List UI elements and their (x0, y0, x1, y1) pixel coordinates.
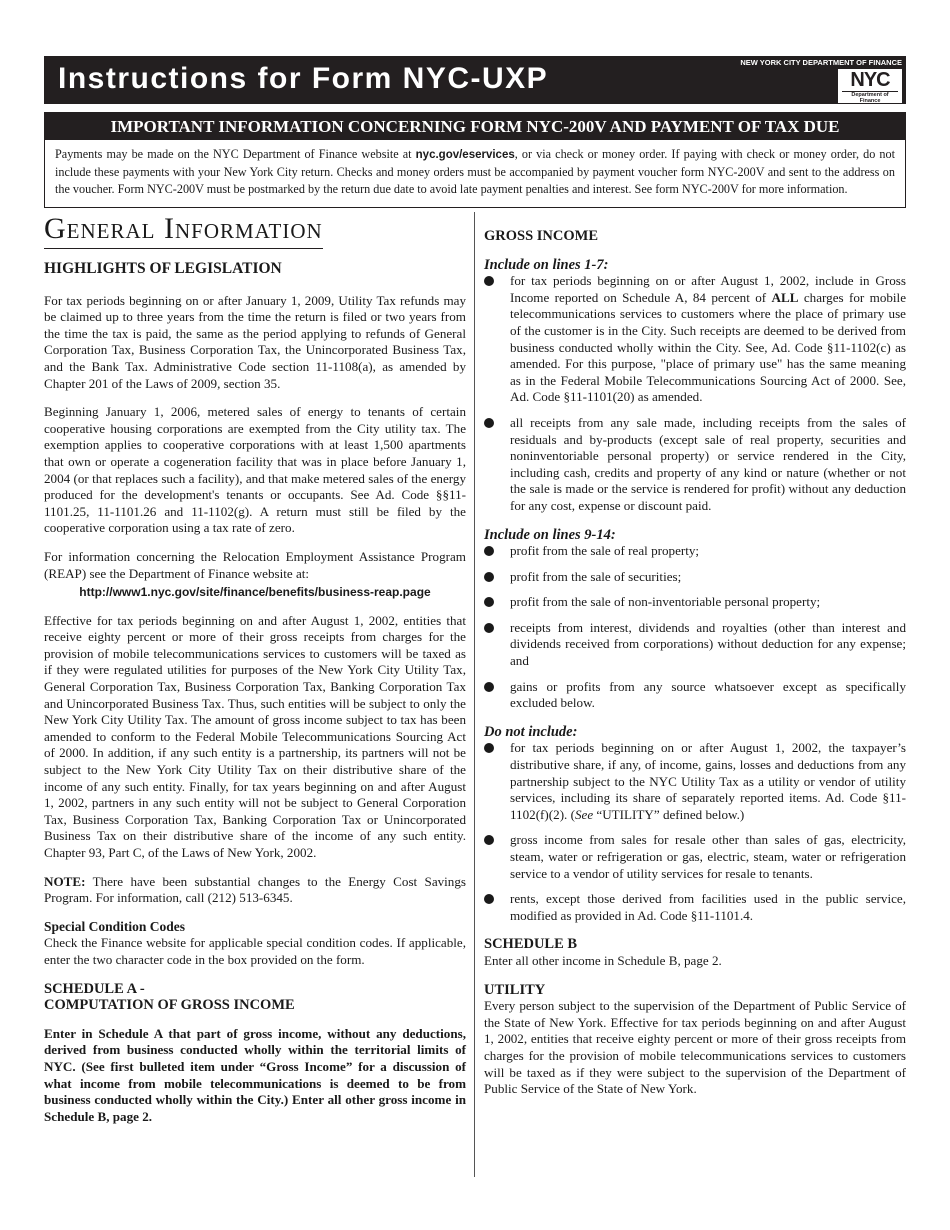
paragraph-reap: For information concerning the Relocation Employment Assistance Program (REAP) see the Department of Finance website at: (44, 548, 466, 581)
schedule-b-heading: SCHEDULE B (484, 936, 578, 953)
reap-url[interactable]: http://www1.nyc.gov/site/finance/benefits/business-reap.page (79, 585, 431, 600)
page-title: Instructions for Form NYC-UXP (58, 62, 549, 95)
notice-body (45, 140, 905, 198)
page-header (44, 56, 906, 104)
item-emphasis: ALL (771, 289, 799, 305)
list-item (484, 832, 906, 882)
list-item (484, 273, 906, 406)
lines-9-14-heading: Include on lines 9-14: (484, 526, 616, 543)
list-item (484, 543, 906, 560)
item-text: receipts from interest, dividends and royalties (other than interest and dividends received from corporations) without deduction for any expense; and (510, 619, 906, 669)
schedule-a-heading-2: COMPUTATION OF GROSS INCOME (44, 997, 295, 1014)
bullet-icon (484, 894, 494, 904)
lines-1-7-heading: Include on lines 1-7: (484, 256, 609, 273)
bullet-icon (484, 835, 494, 845)
eservices-link[interactable]: nyc.gov/eservices (415, 149, 515, 161)
item-text: for tax periods beginning on or after August 1, 2002, the taxpayer’s distributive share, if any, of income, gains, losses and deductions from any partnership subject to the NYC Utility Tax as a utility or vendor of utility services, including its share of separately reported items. Ad. Code §11-1102(f)(2). ( (510, 740, 906, 822)
special-codes-text: Check the Finance website for applicable special condition codes. If applicable, enter the two character code in the box provided on the form. (44, 935, 466, 967)
item-text: “UTILITY” defined below.) (593, 806, 745, 822)
item-text: charges for mobile telecommunications services to customers where the place of primary use of the customer is in the City. Such receipts are deemed to be derived from business conducted wholly within the City. See, Ad. Code §11-1102(c) as amended. For this purpose, "place of primary use" has the same meaning as in the Federal Mobile Telecommunications Sourcing Act of 2000. See, Ad. Code §11-1101(20) as amended. (510, 289, 907, 405)
column-divider (474, 212, 475, 1177)
item-text: all receipts from any sale made, including receipts from the sales of residuals and by-products (except sale of real property, securities and noninventoriable personal property) or service rendered in the City, including cash, credits and property of any kind or nature (whether or not the sale is made or the service is rendered for profit) without any deduction for any cost, expense or discount paid. (510, 414, 906, 513)
list-item (484, 891, 906, 924)
utility-text: Every person subject to the supervision of the Department of Public Service of the State of New York. Effective for tax periods beginning on and after August 1, 2002, entities that receive eighty percent or more of their gross receipts from charges for the provision of mobile telecommunications services to customers will be taxed as if they were subject to the supervision of the Department of Public Service of the State of New York. (484, 998, 906, 1097)
do-not-include-heading: Do not include: (484, 723, 578, 740)
note-text: There have been substantial changes to the Energy Cost Savings Program. For information, call (212) 513-6345. (44, 873, 466, 906)
note-paragraph (44, 874, 466, 907)
item-text: rents, except those derived from facilities used in the public service, modified as provided in Ad. Code §11-1101.4. (510, 891, 906, 923)
lines-9-14-list (484, 543, 906, 712)
highlights-heading: HIGHLIGHTS OF LEGISLATION (44, 260, 282, 277)
nyc-logo (838, 69, 902, 103)
bullet-icon (484, 623, 494, 633)
left-column (44, 212, 466, 1137)
bullet-icon (484, 597, 494, 607)
notice-heading: IMPORTANT INFORMATION CONCERNING FORM NYC-200V AND PAYMENT OF TAX DUE (45, 113, 905, 140)
list-item (484, 569, 906, 586)
logo-text: NYC (850, 69, 890, 91)
item-text: gross income from sales for resale other than sales of gas, electricity, steam, water or refrigeration or gas, electric, steam, water or refrigeration service to a vendor of utility services for resale to tenants. (510, 832, 906, 881)
utility-heading: UTILITY (484, 981, 546, 998)
bullet-icon (484, 276, 494, 286)
schedule-b-text: Enter all other income in Schedule B, page 2. (484, 952, 722, 968)
item-text: gains or profits from any source whatsoever except as specifically excluded below. (510, 678, 906, 711)
item-text: profit from the sale of securities; (510, 568, 682, 584)
note-label: NOTE: (44, 873, 86, 889)
paragraph-mobile-telecom: Effective for tax periods beginning on and after August 1, 2002, entities that receive eighty percent or more of their gross receipts from charges for the provision of mobile telecommunications services to customers will be taxed as if they were regulated utilities for purposes of the New York City Utility Tax, General Corporation Tax, Business Corporation Tax, Banking Corporation Tax and Unincorporated Business Tax. Thus, such entities will be subject to only the New York City Utility Tax. The amount of gross income subject to tax has been amended to conform to the Federal Mobile Telecommunications Sourcing Act of 2000. In addition, if any such entity is a partnership, its partners will not be subject to the New York City Utility Tax on their distributive share of the income of any such entity. Finally, for tax years beginning on and after August 1, 2002, partners in any such entity will not be subject to General Corporation Tax, Business Corporation Tax, Banking Corporation Tax or Unincorporated Business Tax on their distributive share of the income of any such entity. Chapter 93, Part C, of the Laws of New York, 2002. (44, 612, 466, 860)
schedule-a-heading-1: SCHEDULE A - (44, 980, 145, 997)
bullet-icon (484, 572, 494, 582)
item-text: for tax periods beginning on or after August 1, 2002, include in Gross Income reported on Schedule A, 84 percent of (510, 273, 906, 305)
list-item (484, 679, 906, 712)
list-item (484, 740, 906, 823)
do-not-include-list (484, 740, 906, 924)
bullet-icon (484, 418, 494, 428)
notice-text-before: Payments may be made on the NYC Department of Finance website at (55, 147, 416, 161)
item-text: profit from the sale of real property; (510, 543, 700, 559)
bullet-icon (484, 682, 494, 692)
bullet-icon (484, 546, 494, 556)
list-item (484, 620, 906, 670)
schedule-a-text: Enter in Schedule A that part of gross income, without any deductions, derived from business conducted wholly within the territorial limits of NYC. (See first bulleted item under “Gross Income” for a discussion of what income from mobile telecommunications is deemed to be from business conducted wholly within the City.) Enter all other gross income in Schedule B, page 2. (44, 1025, 466, 1124)
section-title: General Information (44, 212, 323, 249)
list-item (484, 594, 906, 611)
list-item (484, 415, 906, 515)
department-name: NEW YORK CITY DEPARTMENT OF FINANCE (740, 58, 902, 67)
paragraph-refunds: For tax periods beginning on or after January 1, 2009, Utility Tax refunds may be claimed up to three years from the time the return is filed or two years from the time the tax is paid, the same as the period applying to refunds of General Corporation Tax, Business Corporation Tax, the Unincorporated Business Tax, and the Bank Tax. Administrative Code section 11-1108(a), as amended by Chapter 201 of the Laws of 2009, section 35. (44, 292, 466, 391)
item-text: profit from the sale of non-inventoriable personal property; (510, 594, 821, 610)
gross-income-heading: GROSS INCOME (484, 228, 599, 244)
payment-notice-box (44, 112, 906, 208)
right-column (484, 228, 906, 1110)
special-codes-heading: Special Condition Codes (44, 918, 186, 934)
item-italic: See (574, 806, 594, 822)
paragraph-cooperative: Beginning January 1, 2006, metered sales of energy to tenants of certain cooperative housing corporations are exempted from the City utility tax. The exemption applies to cooperative corporations with at least 1,500 apartments that own or operate a cogeneration facility that was in place before January 1, 2004 (or that replaces such a facility), and that make metered sales of the energy produced for the development's tenants or occupants. See Ad. Code §§11-1101.25, 11-1101.26 and 11-1102(g). A return must still be filed by the cooperative corporation using a tax rate of zero. (44, 404, 466, 536)
notice-text-after: , or via check or money order. If paying with check or money order, do not include these payments with your New York City return. Checks and money orders must be accompanied by payment voucher form NYC-200V and sent to the address on the voucher. Form NYC-200V must be postmarked by the return due date to avoid late payment penalties and interest. See form NYC-200V for more information. (55, 147, 895, 196)
lines-1-7-list (484, 273, 906, 514)
logo-subtext: Department of Finance (842, 91, 898, 104)
bullet-icon (484, 743, 494, 753)
